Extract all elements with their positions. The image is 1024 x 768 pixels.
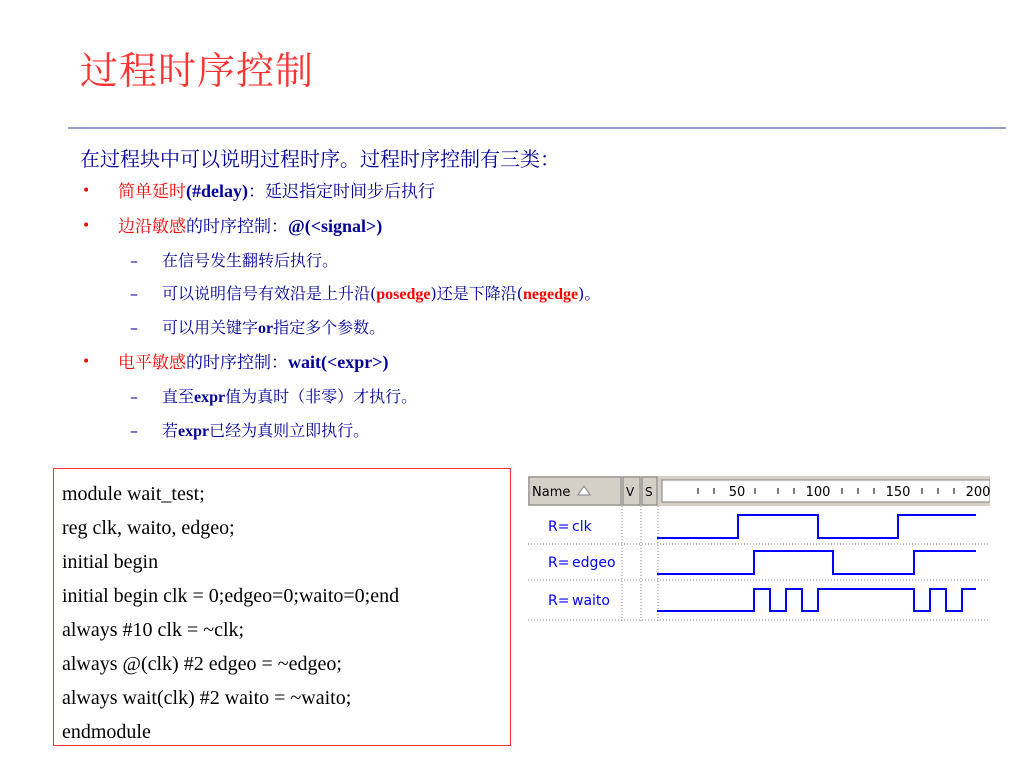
sub-item-text: 值为真时（非零）才执行。 [225, 387, 418, 406]
bullet-dot-icon: • [82, 183, 91, 199]
bullet-description: 的时序控制： [186, 353, 288, 373]
bullet-description: 的时序控制： [186, 217, 288, 237]
sub-item-text: 可以说明信号有效沿是上升沿( [162, 284, 377, 303]
tick-label: 200 [965, 485, 990, 500]
signal-prefix-waito: R= [548, 593, 570, 609]
dash-icon: – [130, 284, 138, 303]
signal-prefix-edgeo: R= [548, 555, 570, 571]
sub-item-text: 直至 [162, 387, 195, 406]
sub-item [80, 311, 980, 345]
sub-item-text: 指定多个参数。 [273, 318, 386, 337]
sub-item-text: 在信号发生翻转后执行。 [162, 251, 339, 270]
bullet-keyword: 边沿敏感 [118, 217, 186, 237]
slide-title: 过程时序控制 [80, 49, 315, 93]
trace-clk [657, 515, 976, 538]
sub-item-text: 已经为真则立即执行。 [209, 421, 370, 440]
dash-icon: – [130, 421, 138, 440]
tick-label: 100 [805, 485, 831, 500]
code-line: always #10 clk = ~clk; [62, 619, 245, 641]
bullet-syntax: (#delay) [186, 181, 248, 201]
signal-prefix-clk: R= [548, 519, 570, 535]
keyword-posedge: posedge [376, 286, 431, 303]
title-divider [68, 127, 1006, 129]
bullet-keyword: 简单延时 [118, 182, 186, 202]
trace-waito [657, 589, 976, 611]
keyword-negedge: negedge [522, 286, 579, 303]
tick-label: 50 [728, 485, 746, 500]
name-column-label: Name [532, 485, 571, 500]
code-line: initial begin clk = 0;edgeo=0;waito=0;end [62, 585, 400, 607]
sub-item-text: 可以用关键字 [162, 318, 259, 337]
sub-item-text: )。 [578, 284, 601, 303]
bullet-dot-icon: • [82, 354, 91, 370]
signal-name-clk[interactable]: clk [572, 519, 592, 535]
code-line: module wait_test; [62, 483, 205, 505]
bullet-syntax: wait(<expr>) [288, 352, 389, 372]
code-line: always @(clk) #2 edgeo = ~edgeo; [62, 653, 342, 675]
signal-name-edgeo[interactable]: edgeo [572, 555, 616, 571]
bullet-dot-icon: • [82, 218, 91, 234]
keyword-or: or [258, 320, 274, 337]
bullet-syntax: @(<signal>) [288, 216, 383, 236]
keyword-expr: expr [194, 389, 226, 406]
signal-name-waito[interactable]: waito [572, 593, 610, 609]
bullet-edge-sensitive [80, 209, 980, 244]
bullet-level-sensitive [80, 345, 980, 380]
bullet-simple-delay [80, 174, 980, 209]
trace-edgeo [657, 551, 976, 574]
tick-label: 150 [885, 485, 911, 500]
dash-icon: – [130, 251, 138, 270]
keyword-expr: expr [178, 423, 210, 440]
sub-item [80, 380, 980, 414]
code-line: initial begin [62, 551, 159, 573]
value-column-label: V [626, 485, 635, 499]
dash-icon: – [130, 387, 138, 406]
sub-item [80, 414, 980, 448]
code-line: reg clk, waito, edgeo; [62, 517, 235, 539]
code-listing [53, 468, 511, 746]
bullet-keyword: 电平敏感 [118, 353, 186, 373]
slide-body [80, 144, 980, 448]
sub-item-text: )还是下降沿( [430, 284, 523, 303]
sub-item [80, 244, 980, 277]
waveform-viewer [528, 476, 990, 622]
status-column-label: S [645, 485, 653, 499]
code-line: always wait(clk) #2 waito = ~waito; [62, 687, 352, 709]
code-line: endmodule [62, 721, 151, 743]
intro-text: 在过程块中可以说明过程时序。过程时序控制有三类： [80, 147, 560, 171]
sub-item [80, 277, 980, 311]
bullet-description: ：延迟指定时间步后执行 [248, 182, 435, 202]
sub-item-text: 若 [162, 421, 179, 440]
dash-icon: – [130, 318, 138, 337]
